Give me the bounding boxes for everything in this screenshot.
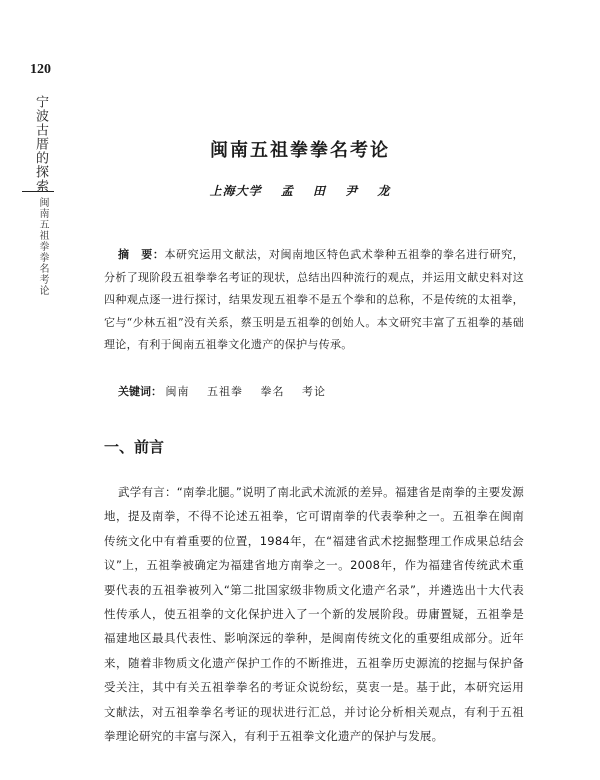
keyword: 考论: [302, 385, 326, 398]
journal-title: 宁波古厝的探索: [33, 95, 48, 193]
abstract: [104, 244, 524, 357]
body-paragraph: 武学有言：“南拳北腿。”说明了南北武术流派的差异。福建省是南拳的主要发源地，提及南拳，不得不论述五祖拳，它可谓南拳的代表拳种之一。五祖拳在闽南传统文化中有着重要的位置，1984年，在“福建省武术挖掘整理工作成果总结会议”上，五祖拳被确定为福建省地方南拳之一。2008年，作为福建省传统武术重要代表的五祖拳被列入“第二批国家级非物质文化遗产名录”，并遴选出十大代表性传承人，使五祖拳的文化保护进入了一个新的发展阶段。毋庸置疑，五祖拳是福建地区最具代表性、影响深远的拳种，是闽南传统文化的重要组成部分。近年来，随着非物质文化遗产保护工作的不断推进，五祖拳历史源流的挖掘与保护备受关注，其中有关五祖拳拳名的考证众说纷纭，莫衷一是。基于此，本研究运用文献法，对五祖拳拳名考证的现状进行汇总，并讨论分析相关观点，有利于五祖拳理论研究的丰富与深入，有利于五祖拳文化遗产的保护与发展。: [104, 485, 524, 744]
keyword: 五祖拳: [207, 385, 243, 398]
section-heading: 一、前言: [104, 438, 165, 456]
abstract-text: 本研究运用文献法，对闽南地区特色武术拳种五祖拳的拳名进行研究，分析了现阶段五祖拳拳名考证的现状，总结出四种流行的观点，并运用文献史料对这四种观点逐一进行探讨，结果发现五祖拳不是五个拳和的总称，不是传统的太祖拳，它与“少林五祖”没有关系，蔡玉明是五祖拳的创始人。本文研究丰富了五祖拳的基础理论，有利于闽南五祖拳文化遗产的保护与传承。: [104, 248, 524, 351]
keyword: 拳名: [260, 385, 285, 398]
author-line: 上海大学 孟 田 尹 龙: [209, 184, 391, 198]
abstract-label: 摘 要：: [118, 248, 165, 261]
keywords: [118, 383, 340, 399]
keywords-label: 关键词：: [118, 385, 162, 398]
running-article-title: 闽南五祖拳拳名考论: [37, 197, 48, 296]
page-number: 120: [30, 62, 51, 77]
keyword: 闽南: [165, 385, 190, 398]
article-title: 闽南五祖拳拳名考论: [210, 140, 390, 161]
